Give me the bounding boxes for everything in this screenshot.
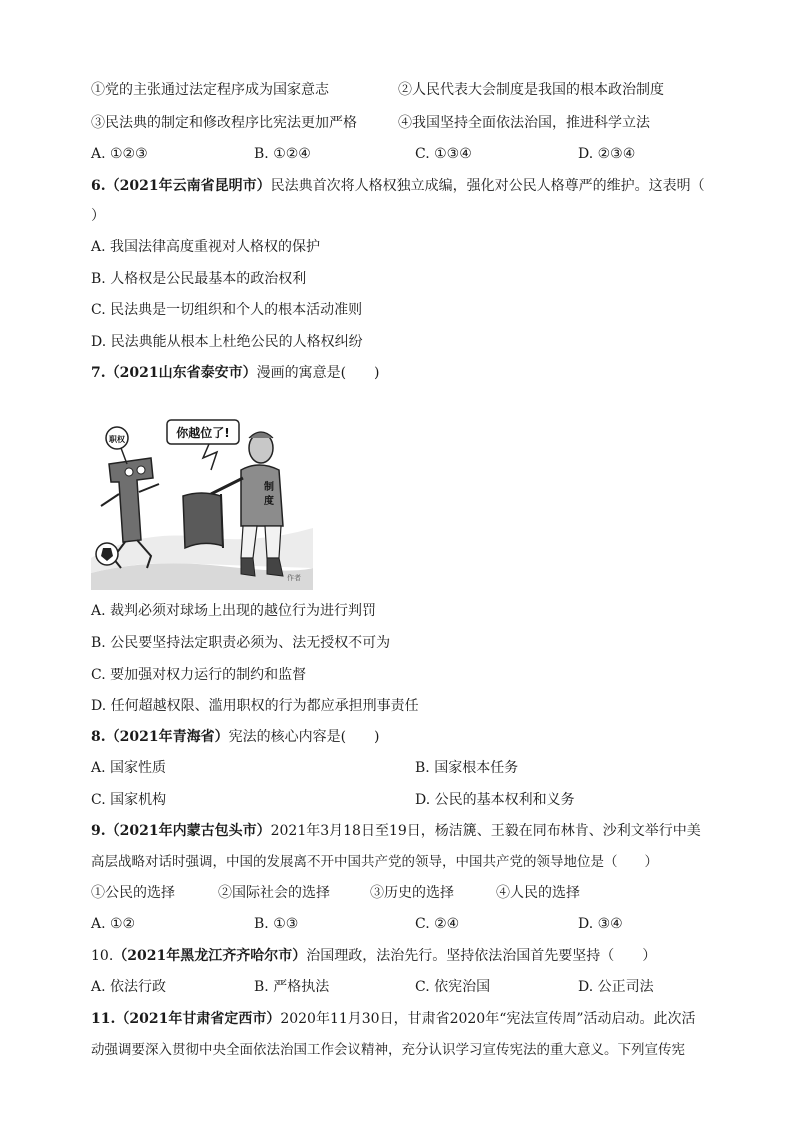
q6-source: （2021年云南省昆明市） — [105, 178, 271, 194]
flag — [183, 493, 223, 548]
q11-stem-text: 2020年11月30日，甘肃省2020年“宪法宣传周”活动启动。此次活 — [280, 1011, 696, 1027]
q6-stem — [91, 176, 705, 196]
q10-option-a: A. 依法行政 — [91, 979, 167, 995]
q9-stem-line2: 高层战略对话时强调，中国的发展离不开中国共产党的领导，中国共产党的领导地位是（ ） — [91, 854, 658, 870]
q9-statement-4: ④人民的选择 — [496, 885, 580, 901]
q11-number: 11. — [91, 1011, 116, 1027]
q7-option-d: D. 任何超越权限、滥用职权的行为都应承担刑事责任 — [91, 698, 419, 714]
q11-stem — [91, 1009, 696, 1029]
q9-source: （2021年内蒙古包头市） — [105, 823, 271, 839]
shirt-text-2: 度 — [264, 496, 274, 507]
q5-statement-4: ④我国坚持全面依法治国，推进科学立法 — [398, 115, 650, 131]
q7-option-c: C. 要加强对权力运行的制约和监督 — [91, 667, 307, 683]
q9-stem-text: 2021年3月18日至19日，杨洁篪、王毅在同布林肯、沙利文举行中美 — [270, 823, 701, 839]
q10-option-c: C. 依宪治国 — [415, 979, 491, 995]
q7-option-a: A. 裁判必须对球场上出现的越位行为进行判罚 — [91, 603, 377, 619]
q5-option-a: A. ①②③ — [91, 146, 148, 162]
q9-option-d: D. ③④ — [578, 916, 623, 932]
q9-number: 9. — [91, 823, 106, 839]
sign-text: 职权 — [109, 435, 125, 444]
q8-option-c: C. 国家机构 — [91, 792, 167, 808]
q7-option-b: B. 公民要坚持法定职责必须为、法无授权不可为 — [91, 635, 391, 651]
q8-option-b: B. 国家根本任务 — [415, 760, 519, 776]
cartoon-illustration — [91, 408, 313, 590]
q5-option-c: C. ①③④ — [415, 146, 472, 162]
q8-option-a: A. 国家性质 — [91, 760, 167, 776]
q8-number: 8. — [91, 729, 106, 745]
q5-option-d: D. ②③④ — [578, 146, 636, 162]
q8-option-d: D. 公民的基本权利和义务 — [415, 792, 575, 808]
q8-stem-text: 宪法的核心内容是( ) — [228, 729, 380, 745]
q10-option-d: D. 公正司法 — [578, 979, 654, 995]
shirt-text-1: 制 — [264, 482, 274, 493]
q8-stem — [91, 727, 380, 747]
q5-option-b: B. ①②④ — [254, 146, 311, 162]
q10-option-b: B. 严格执法 — [254, 979, 330, 995]
q7-stem-text: 漫画的寓意是( ) — [256, 365, 380, 381]
q7-source: （2021山东省泰安市） — [105, 365, 257, 381]
q5-statement-1: ①党的主张通过法定程序成为国家意志 — [91, 82, 329, 98]
q10-stem-text: 治国理政，法治先行。坚持依法治国首先要坚持（ ） — [306, 948, 657, 964]
q11-source: （2021年甘肃省定西市） — [115, 1011, 281, 1027]
q10-number: 10. — [91, 948, 114, 964]
q9-option-b: B. ①③ — [254, 916, 299, 932]
q9-option-c: C. ②④ — [415, 916, 460, 932]
q6-option-c: C. 民法典是一切组织和个人的根本活动准则 — [91, 302, 363, 318]
q10-source: （2021年黑龙江齐齐哈尔市） — [113, 948, 307, 964]
soccer-ball — [96, 543, 118, 565]
q9-option-a: A. ①② — [91, 916, 136, 932]
q6-number: 6. — [91, 178, 106, 194]
q5-statement-3: ③民法典的制定和修改程序比宪法更加严格 — [91, 115, 357, 131]
q9-statement-3: ③历史的选择 — [370, 885, 454, 901]
q10-stem — [91, 946, 656, 966]
q9-statement-2: ②国际社会的选择 — [218, 885, 330, 901]
q6-stem-line2: ） — [91, 208, 105, 224]
q6-option-a: A. 我国法律高度重视对人格权的保护 — [91, 239, 321, 255]
q9-statement-1: ①公民的选择 — [91, 885, 175, 901]
q7-number: 7. — [91, 365, 106, 381]
q6-stem-text: 民法典首次将人格权独立成编，强化对公民人格尊严的维护。这表明（ — [270, 178, 705, 194]
q5-statement-2: ②人民代表大会制度是我国的根本政治制度 — [398, 82, 664, 98]
q9-stem — [91, 821, 701, 841]
q6-option-b: B. 人格权是公民最基本的政治权利 — [91, 271, 307, 287]
q7-stem — [91, 363, 380, 383]
q11-stem-line2: 动强调要深入贯彻中央全面依法治国工作会议精神，充分认识学习宣传宪法的重大意义。下列宣传宪 — [91, 1042, 685, 1058]
speech-bubble-text: 你越位了! — [176, 426, 230, 440]
q6-option-d: D. 民法典能从根本上杜绝公民的人格权纠纷 — [91, 334, 363, 350]
q8-source: （2021年青海省） — [105, 729, 229, 745]
cartoon-signature: 作者 — [287, 574, 301, 582]
